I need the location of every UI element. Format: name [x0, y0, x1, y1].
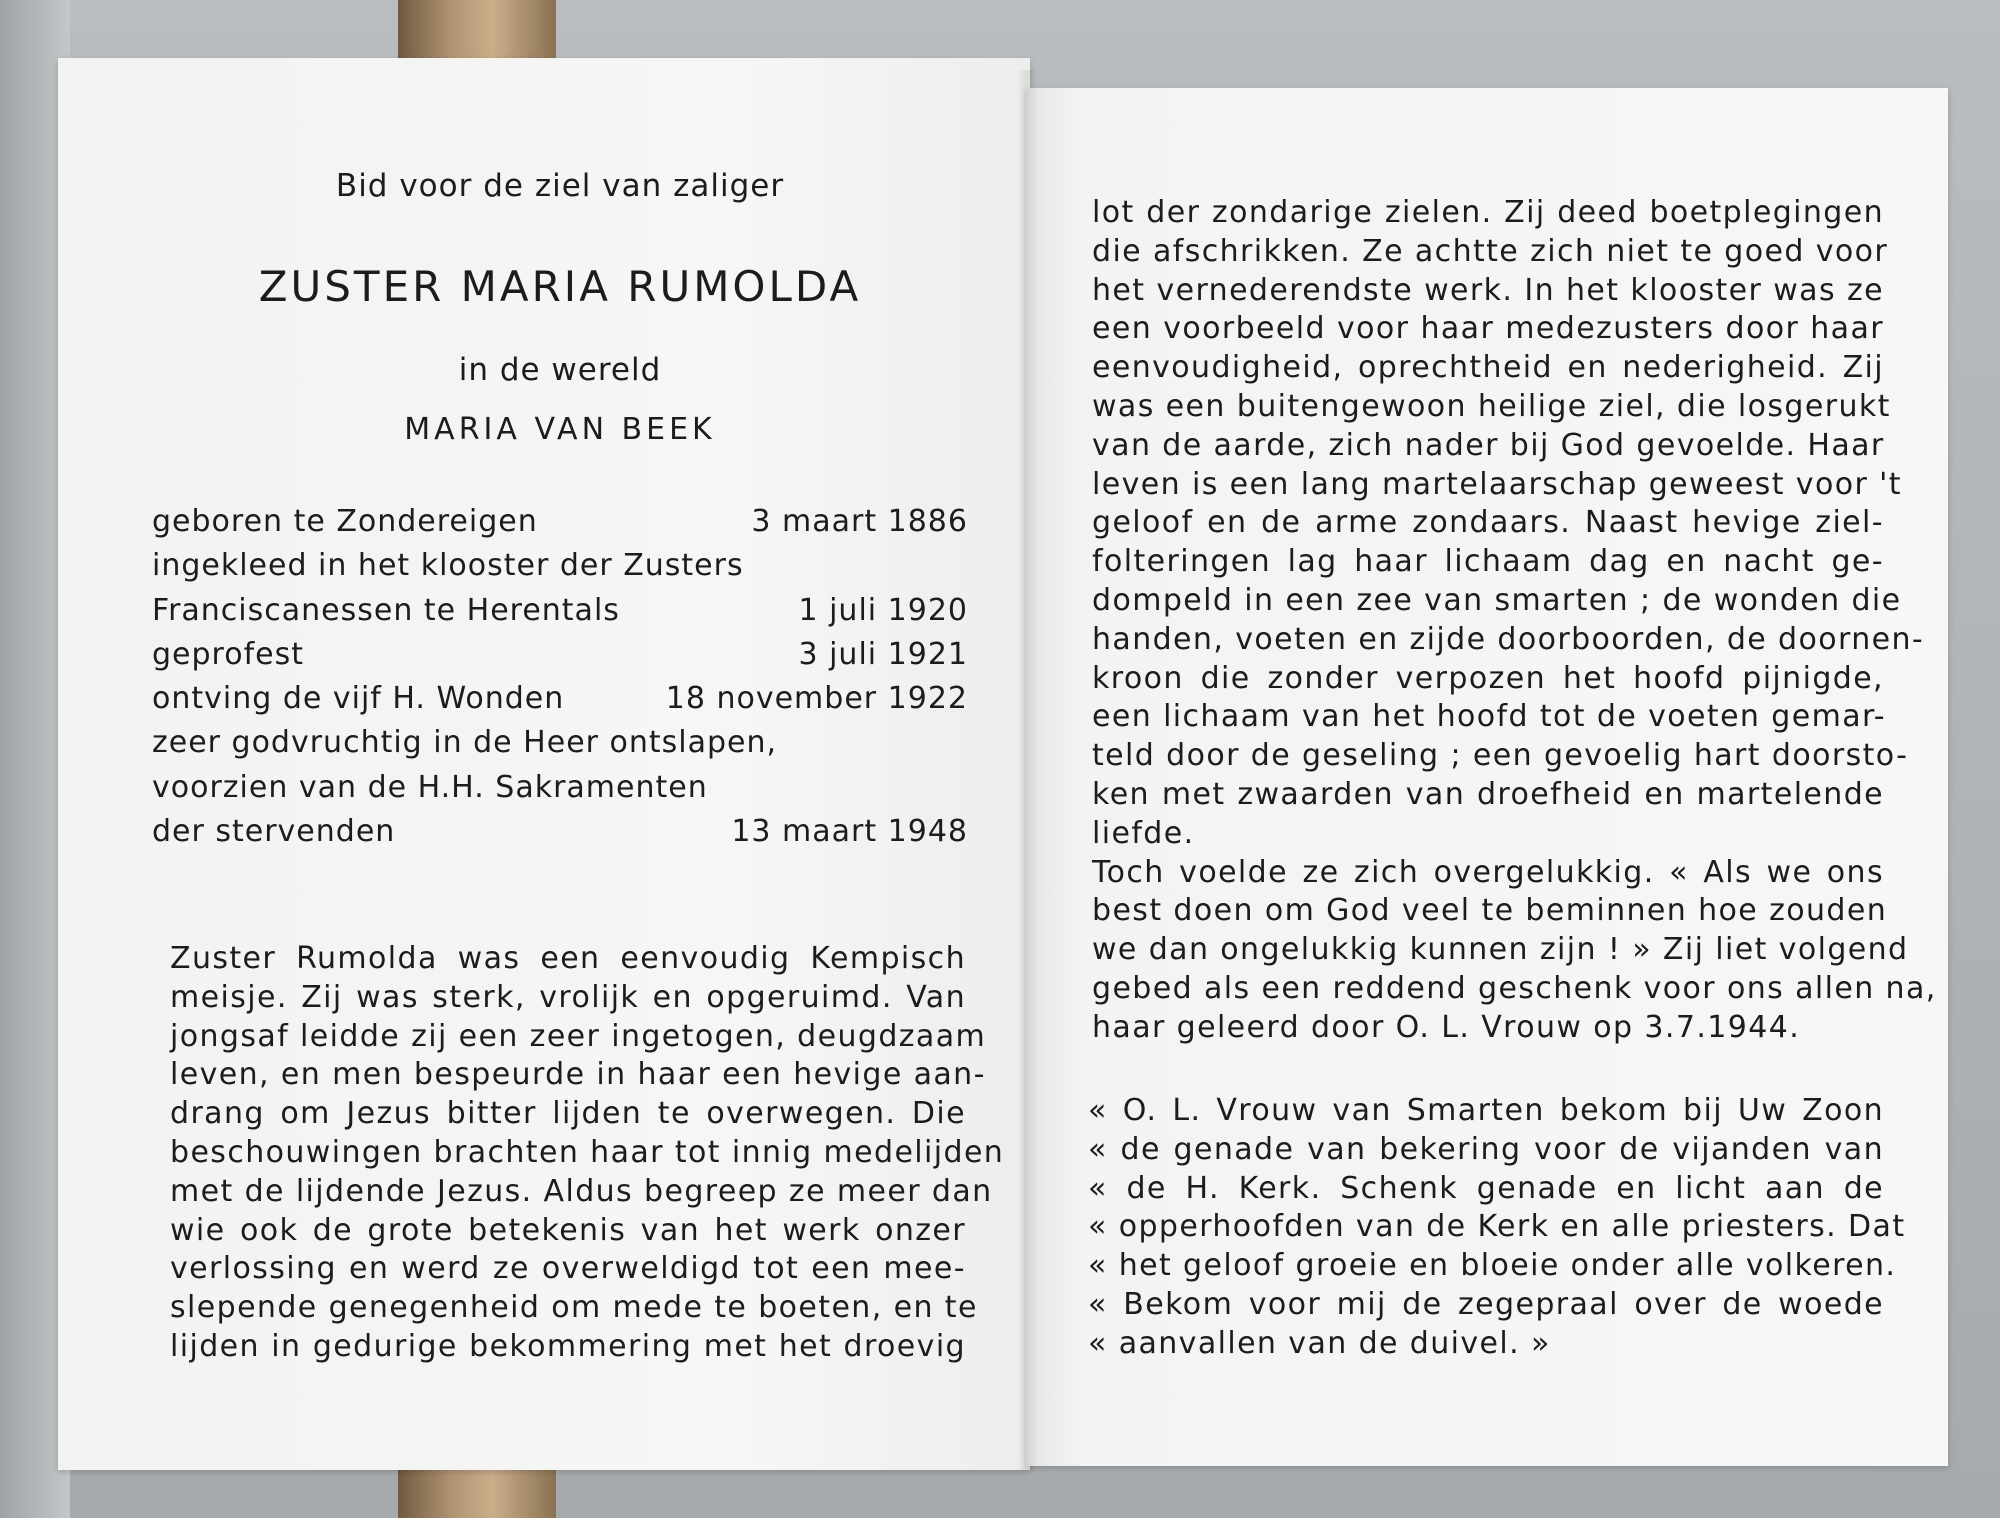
intro-line: Bid voor de ziel van zaliger	[335, 168, 785, 204]
text-line: slepende genegenheid om mede te boeten, en te	[170, 1290, 978, 1326]
right-paragraph	[1092, 194, 1937, 1048]
text-line: teld door de geseling ; een gevoelig hart doorsto-	[1092, 738, 1909, 774]
text-line: haar geleerd door O. L. Vrouw op 3.7.1944.	[1092, 1009, 1801, 1045]
text-line: jongsaf leidde zij een zeer ingetogen, deugdzaam	[170, 1018, 987, 1054]
text-line: eenvoudigheid, oprechtheid en nederigheid. Zij	[1092, 350, 1884, 386]
biography-date: 1 juli 1920	[798, 592, 968, 628]
text-line: leven is een lang martelaarschap geweest voor 't	[1092, 466, 1902, 502]
biography-text: zeer godvruchtig in de Heer ontslapen,	[152, 725, 778, 761]
text-line: geloof en de arme zondaars. Naast hevige ziel-	[1092, 505, 1884, 541]
text-line: we dan ongelukkig kunnen zijn ! » Zij liet volgend	[1092, 932, 1909, 968]
text-line: Toch voelde ze zich overgelukkig. « Als we ons	[1092, 854, 1884, 890]
prayer-line: « het geloof groeie en bloeie onder alle volkeren.	[1088, 1248, 1897, 1284]
text-line: een lichaam van het hoofd tot de voeten gemar-	[1092, 699, 1887, 735]
card-fold	[1016, 70, 1038, 1470]
biography-list	[152, 500, 968, 854]
birth-name: MARIA VAN BEEK	[404, 412, 716, 447]
biography-text: Franciscanessen te Herentals	[152, 592, 620, 628]
text-line: een voorbeeld voor haar medezusters door haar	[1092, 311, 1884, 347]
biography-row	[152, 677, 968, 721]
text-line: handen, voeten en zijde doorboorden, de doornen-	[1092, 621, 1925, 657]
left-paragraph	[170, 940, 1005, 1367]
biography-text: der stervenden	[152, 814, 396, 850]
biography-date: 18 november 1922	[665, 681, 968, 717]
biography-row	[152, 810, 968, 854]
text-line: lot der zondarige zielen. Zij deed boetplegingen	[1092, 195, 1884, 230]
text-line: lijden in gedurige bekommering met het droevig	[170, 1328, 966, 1364]
text-line: ken met zwaarden van droefheid en martelende	[1092, 776, 1884, 812]
prayer-text	[1088, 1092, 1906, 1364]
world-label: in de wereld	[458, 352, 662, 388]
text-line: meisje. Zij was sterk, vrolijk en opgeruimd. Van	[170, 979, 966, 1015]
text-line: drang om Jezus bitter lijden te overwegen. Die	[170, 1096, 966, 1132]
text-line: was een buitengewoon heilige ziel, die losgerukt	[1092, 388, 1891, 424]
prayer-line: « opperhoofden van de Kerk en alle priesters. Dat	[1088, 1209, 1906, 1245]
biography-text: ontving de vijf H. Wonden	[152, 681, 565, 717]
text-line: met de lijdende Jezus. Aldus begreep ze meer dan	[170, 1173, 993, 1209]
biography-row	[152, 544, 968, 588]
text-line: van de aarde, zich nader bij God gevoelde. Haar	[1092, 427, 1885, 463]
biography-row	[152, 589, 968, 633]
text-line: beschouwingen brachten haar tot innig medelijden	[170, 1134, 1005, 1170]
biography-row	[152, 500, 968, 544]
text-line: folteringen lag haar lichaam dag en nacht ge-	[1092, 544, 1884, 580]
biography-row	[152, 721, 968, 765]
biography-row	[152, 766, 968, 810]
prayer-line: « de H. Kerk. Schenk genade en licht aan de	[1088, 1170, 1884, 1206]
text-line: best doen om God veel te beminnen hoe zouden	[1092, 893, 1888, 929]
deceased-name: ZUSTER MARIA RUMOLDA	[258, 262, 862, 311]
text-line: liefde.	[1092, 815, 1195, 851]
biography-date: 3 juli 1921	[798, 636, 968, 672]
biography-date: 13 maart 1948	[731, 814, 968, 850]
text-line: verlossing en werd ze overweldigd tot een mee-	[170, 1251, 966, 1287]
bookmark-ribbon-bottom	[398, 1462, 556, 1518]
text-line: wie ook de grote betekenis van het werk onzer	[170, 1212, 966, 1248]
text-line: gebed als een reddend geschenk voor ons allen na,	[1092, 970, 1937, 1006]
text-line: kroon die zonder verpozen het hoofd pijnigde,	[1092, 660, 1884, 696]
prayer-line: « O. L. Vrouw van Smarten bekom bij Uw Zoon	[1088, 1093, 1884, 1128]
text-line: het vernederendste werk. In het klooster was ze	[1092, 272, 1884, 308]
text-line: dompeld in een zee van smarten ; de wonden die	[1092, 582, 1902, 618]
biography-text: geprofest	[152, 636, 304, 672]
prayer-line: « de genade van bekering voor de vijanden van	[1088, 1131, 1884, 1167]
biography-row	[152, 633, 968, 677]
biography-text: voorzien van de H.H. Sakramenten	[152, 769, 708, 805]
text-line: die afschrikken. Ze achtte zich niet te goed voor	[1092, 233, 1889, 269]
prayer-line: « Bekom voor mij de zegepraal over de woede	[1088, 1286, 1884, 1322]
biography-text: ingekleed in het klooster der Zusters	[152, 548, 744, 584]
text-line: leven, en men bespeurde in haar een hevige aan-	[170, 1057, 986, 1093]
text-line: Zuster Rumolda was een eenvoudig Kempisch	[170, 941, 966, 976]
biography-text: geboren te Zondereigen	[152, 504, 538, 539]
biography-date: 3 maart 1886	[751, 504, 968, 539]
prayer-line: « aanvallen van de duivel. »	[1088, 1325, 1551, 1361]
